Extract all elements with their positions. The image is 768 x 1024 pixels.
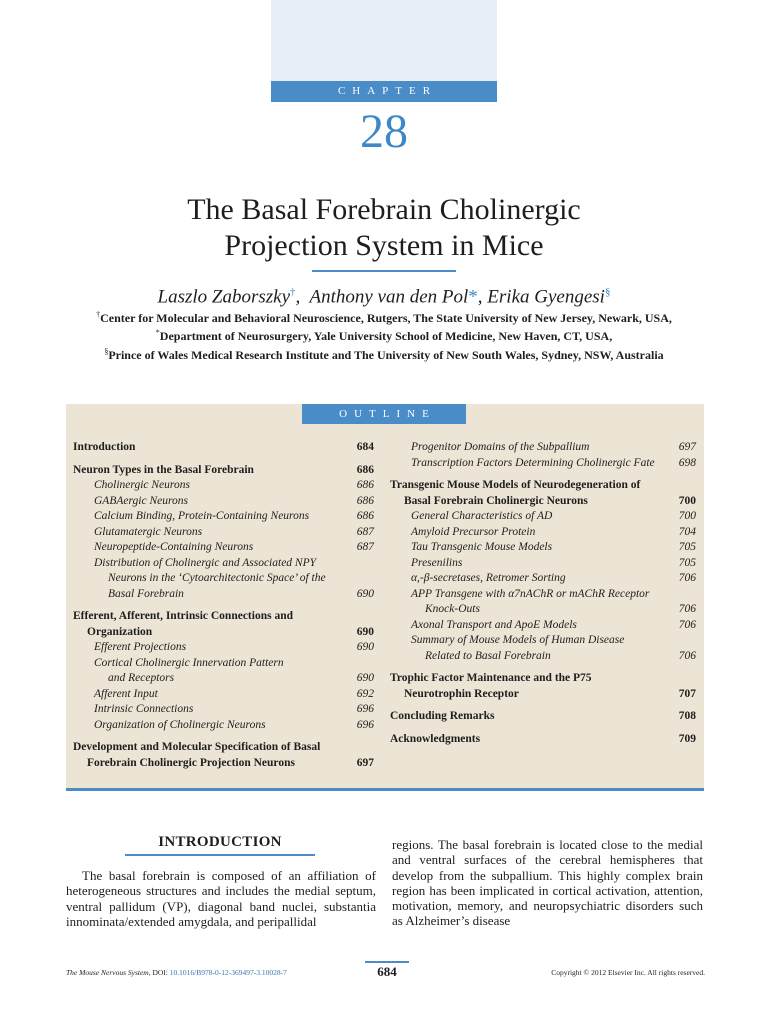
doi-link[interactable]: 10.1016/B978-0-12-369497-3.10028-7 — [169, 968, 287, 977]
page-number-rule — [365, 961, 409, 963]
author-name: Laszlo Zaborszky — [157, 286, 291, 308]
outline-left-column — [73, 440, 374, 771]
title-divider — [312, 270, 456, 272]
author-mark: § — [604, 286, 611, 298]
affiliation-text: Center for Molecular and Behavioral Neuroscience, Rutgers, The State University of New Jersey, Newark, USA, — [100, 311, 672, 325]
author-mark: * — [468, 286, 478, 308]
toc-entry[interactable]: Knock-Outs 706 — [425, 603, 696, 615]
toc-entry[interactable]: Efferent Projections 690 — [94, 641, 374, 653]
toc-entry[interactable]: Transgenic Mouse Models of Neurodegeneration of — [390, 479, 641, 491]
affiliation — [30, 324, 738, 345]
author-list: Laszlo Zaborszky†, Anthony van den Pol*, Erika Gyengesi§ — [157, 286, 611, 308]
affiliation-mark: * — [155, 328, 160, 337]
toc-entry[interactable]: Basal Forebrain 690 — [108, 587, 374, 600]
affiliation-text: Prince of Wales Medical Research Institute and The University of New South Wales, Sydney, NSW, Australia — [108, 348, 664, 362]
toc-entry[interactable]: APP Transgene with α7nAChR or mAChR Receptor — [411, 587, 650, 600]
chapter-label: CHAPTER — [271, 81, 497, 102]
footer-citation — [66, 968, 287, 977]
toc-entry[interactable]: Glutamatergic Neurons 687 — [94, 525, 374, 538]
toc-entry[interactable]: Tau Transgenic Mouse Models 705 — [411, 541, 696, 553]
toc-entry[interactable]: Cholinergic Neurons 686 — [94, 479, 374, 491]
affiliation-mark: † — [96, 310, 101, 319]
toc-entry[interactable]: Neurons in the ‘Cytoarchitectonic Space’ of the — [108, 572, 326, 584]
toc-entry[interactable]: Afferent Input 692 — [94, 687, 374, 700]
toc-entry[interactable]: Neurotrophin Receptor 707 — [404, 687, 696, 700]
intro-paragraph-left: The basal forebrain is composed of an affiliation of heterogeneous structures and includes the medial septum, ventral pallidum (VP), diagonal band nuclei, substantia innominata/extended amygdala, and peripallidal — [66, 868, 376, 929]
toc-entry[interactable]: Trophic Factor Maintenance and the P75 — [390, 672, 592, 684]
author-name: Erika Gyengesi — [487, 286, 605, 308]
doi-label: DOI: — [152, 968, 168, 977]
outline-label: OUTLINE — [302, 404, 466, 424]
toc-entry[interactable]: and Receptors 690 — [108, 672, 374, 684]
outline-right-column — [390, 440, 696, 747]
section-heading-introduction: INTRODUCTION — [158, 834, 282, 850]
chapter-number: 28 — [360, 105, 408, 158]
title-line-1: The Basal Forebrain Cholinergic — [187, 193, 581, 226]
chapter-banner-background — [271, 0, 497, 81]
toc-entry[interactable]: Introduction 684 — [73, 441, 374, 453]
toc-entry[interactable]: Intrinsic Connections 696 — [94, 703, 374, 715]
toc-entry[interactable]: Distribution of Cholinergic and Associated NPY — [94, 556, 317, 569]
toc-entry[interactable]: α,-β-secretases, Retromer Sorting 706 — [411, 572, 696, 584]
outline-bottom-rule — [66, 788, 704, 791]
toc-entry[interactable]: Progenitor Domains of the Subpallium 697 — [411, 441, 696, 453]
toc-entry[interactable]: Organization 690 — [87, 625, 374, 638]
toc-entry[interactable]: GABAergic Neurons 686 — [94, 494, 374, 507]
toc-entry[interactable]: Amyloid Precursor Protein 704 — [411, 525, 696, 538]
toc-entry[interactable]: Transcription Factors Determining Cholinergic Fate 698 — [411, 456, 696, 469]
affiliation — [30, 343, 738, 364]
title-line-2: Projection System in Mice — [224, 229, 544, 262]
toc-entry[interactable]: Organization of Cholinergic Neurons 696 — [94, 718, 374, 731]
affiliation-mark: § — [104, 347, 109, 356]
toc-entry[interactable]: General Characteristics of AD 700 — [411, 510, 696, 522]
toc-entry[interactable]: Neuron Types in the Basal Forebrain 686 — [73, 463, 374, 476]
author-name: Anthony van den Pol — [309, 286, 469, 308]
copyright-notice: Copyright © 2012 Elsevier Inc. All rights reserved. — [551, 968, 705, 977]
toc-entry[interactable]: Presenilins 705 — [411, 556, 696, 569]
chapter-title — [100, 192, 668, 264]
journal-name: The Mouse Nervous System, — [66, 968, 151, 977]
toc-entry[interactable]: Concluding Remarks 708 — [390, 710, 696, 722]
page-number: 684 — [377, 964, 397, 979]
toc-entry[interactable]: Axonal Transport and ApoE Models 706 — [411, 618, 696, 631]
toc-entry[interactable]: Summary of Mouse Models of Human Disease — [411, 634, 625, 646]
toc-entry[interactable]: Calcium Binding, Protein-Containing Neurons 686 — [94, 510, 374, 522]
affiliation-text: Department of Neurosurgery, Yale University School of Medicine, New Haven, CT, USA, — [159, 329, 613, 343]
section-heading-rule — [125, 854, 315, 856]
toc-entry[interactable]: Acknowledgments 709 — [390, 732, 696, 745]
toc-entry[interactable]: Forebrain Cholinergic Projection Neurons 697 — [87, 756, 374, 769]
intro-paragraph-right: regions. The basal forebrain is located close to the medial and ventral surfaces of the cerebral hemispheres that develop from the subpallium. This highly complex brain region has been implicated in cortical activation, attention, motivation, memory, and neuropsychiatric disorders such as Alzheimer’s disease — [392, 837, 703, 929]
toc-entry[interactable]: Development and Molecular Specification of Basal — [73, 741, 321, 753]
toc-entry[interactable]: Cortical Cholinergic Innervation Pattern — [94, 656, 284, 669]
toc-entry[interactable]: Efferent, Afferent, Intrinsic Connections and — [73, 610, 293, 622]
toc-entry[interactable]: Basal Forebrain Cholinergic Neurons 700 — [404, 494, 696, 507]
toc-entry[interactable]: Neuropeptide-Containing Neurons 687 — [94, 541, 374, 553]
toc-entry[interactable]: Related to Basal Forebrain 706 — [425, 649, 696, 662]
author-mark: † — [290, 286, 296, 298]
